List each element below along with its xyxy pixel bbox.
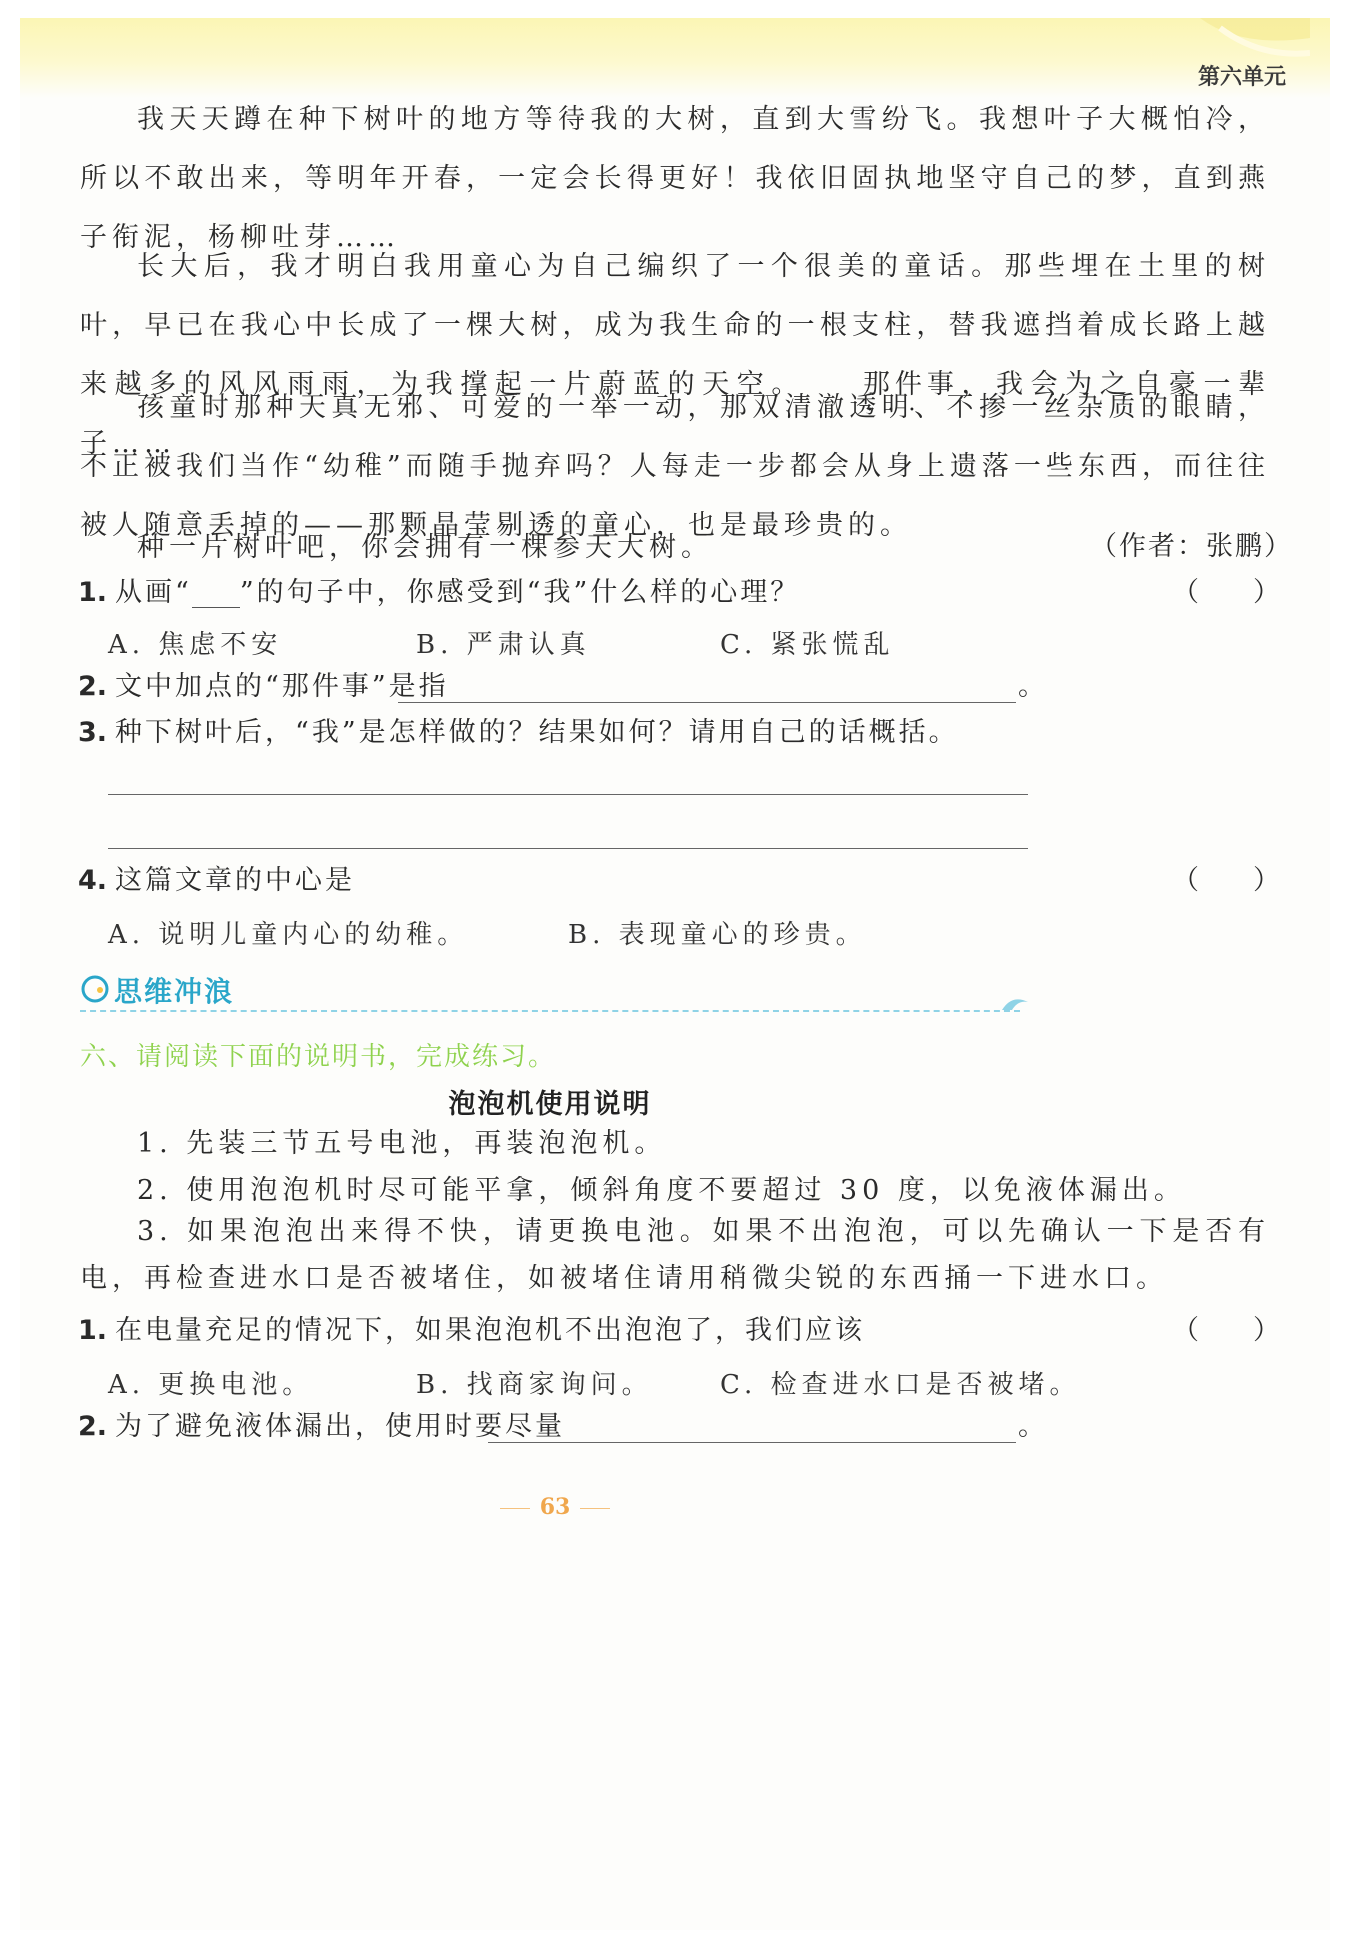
option-a[interactable]: A. 说明儿童内心的幼稚。 [108, 920, 469, 950]
page-number-dash [500, 1508, 530, 1509]
manual-step-1: 1. 先装三节五号电池，再装泡泡机。 [137, 1128, 667, 1159]
section-title: 思维冲浪 [114, 975, 235, 1008]
question-1 [78, 578, 1280, 608]
manual-title: 泡泡机使用说明 [448, 1089, 652, 1120]
question-3 [78, 718, 959, 748]
question-2-text: 文中加点的“那件事”是指 [115, 671, 449, 702]
answer-line[interactable] [108, 848, 1028, 849]
question-2 [78, 672, 449, 702]
story-paragraph-4: 种一片树叶吧，你会拥有一棵参天大树。 [137, 532, 713, 563]
page-number-value: 63 [539, 1494, 571, 1520]
option-a[interactable]: A. 焦虑不安 [108, 630, 283, 660]
option-c[interactable]: C. 检查进水口是否被堵。 [720, 1370, 1081, 1400]
story-paragraph-3: 孩童时那种天真无邪、可爱的一举一动，那双清澈透明、不掺一丝杂质的眼睛，不正被我们当作“幼稚”而随手抛弃吗？人每走一步都会从身上遗落一些东西，而往往被人随意丢掉的——那颗晶莹剔透的童心，也是最珍贵的。 [80, 392, 1270, 541]
option-b[interactable]: B. 表现童心的珍贵。 [568, 920, 867, 950]
section-divider [80, 1010, 1020, 1012]
task-question-1-text: 在电量充足的情况下，如果泡泡机不出泡泡了，我们应该 [115, 1315, 866, 1346]
answer-line[interactable] [398, 702, 1016, 703]
task-question-1-number: 1. [78, 1315, 108, 1346]
task-title: 六、请阅读下面的说明书，完成练习。 [80, 1042, 557, 1072]
answer-line[interactable] [108, 794, 1028, 795]
dotted-phrase: 那件事 • • • [806, 355, 959, 414]
page-number-dash [580, 1508, 610, 1509]
question-4 [78, 866, 1280, 896]
page-number [0, 1494, 1110, 1520]
question-1-text-b: ”的句子中，你感受到“我”什么样的心理？ [239, 577, 801, 608]
answer-paren[interactable]: （ ） [1172, 1315, 1280, 1346]
question-2-number: 2. [78, 671, 108, 702]
story-paragraph-2-text: 长大后，我才明白我用童心为自己编织了一个很美的童话。那些埋在土里的树叶，早已在我心中长成了一棵大树，成为我生命的一根支柱，替我遮挡着成长路上越来越多的风风雨雨，为我撑起一片蔚蓝的天空。 [80, 251, 1270, 400]
task-question-2-number: 2. [78, 1411, 108, 1442]
question-3-text: 种下树叶后，“我”是怎样做的？结果如何？请用自己的话概括。 [115, 717, 959, 748]
manual-step-3: 3. 如果泡泡出来得不快，请更换电池。如果不出泡泡，可以先确认一下是否有电，再检查进水口是否被堵住，如被堵住请用稍微尖锐的东西捅一下进水口。 [80, 1216, 1270, 1294]
section-heading [80, 970, 1290, 1012]
option-b[interactable]: B. 严肃认真 [416, 630, 591, 660]
wave-icon [80, 974, 110, 1004]
story-paragraph-1: 我天天蹲在种下树叶的地方等待我的大树，直到大雪纷飞。我想叶子大概怕冷，所以不敢出来，等明年开春，一定会长得更好！我依旧固执地坚守自己的梦，直到燕子衔泥，杨柳吐芽…… [80, 104, 1270, 253]
option-b[interactable]: B. 找商家询问。 [416, 1370, 653, 1400]
option-a[interactable]: A. 更换电池。 [108, 1370, 314, 1400]
question-4-number: 4. [78, 865, 108, 896]
task-question-1 [78, 1316, 1280, 1346]
author-credit: （作者：张鹏） [1090, 531, 1293, 562]
option-c[interactable]: C. 紧张慌乱 [720, 630, 895, 660]
task-question-2-end: 。 [1018, 1411, 1049, 1442]
question-2-end: 。 [1018, 671, 1049, 702]
answer-line[interactable] [488, 1442, 1016, 1443]
task-question-2 [78, 1412, 565, 1442]
story-paragraph-2-end: ，我会为之自豪一辈子…… [80, 369, 1271, 459]
manual-step-2: 2. 使用泡泡机时尽可能平拿，倾斜角度不要超过 30 度，以免液体漏出。 [137, 1175, 1186, 1206]
task-question-2-text: 为了避免液体漏出，使用时要尽量 [115, 1411, 566, 1442]
surf-wave-icon [1000, 990, 1030, 1014]
header-band [20, 18, 1330, 98]
question-1-text-a: 从画“ [115, 577, 192, 608]
answer-paren[interactable]: （ ） [1172, 577, 1280, 608]
question-1-number: 1. [78, 577, 108, 608]
underline-sample [192, 581, 240, 608]
question-3-number: 3. [78, 717, 108, 748]
question-4-text: 这篇文章的中心是 [115, 865, 356, 896]
answer-paren[interactable]: （ ） [1172, 865, 1280, 896]
unit-label: 第六单元 [1197, 65, 1286, 90]
